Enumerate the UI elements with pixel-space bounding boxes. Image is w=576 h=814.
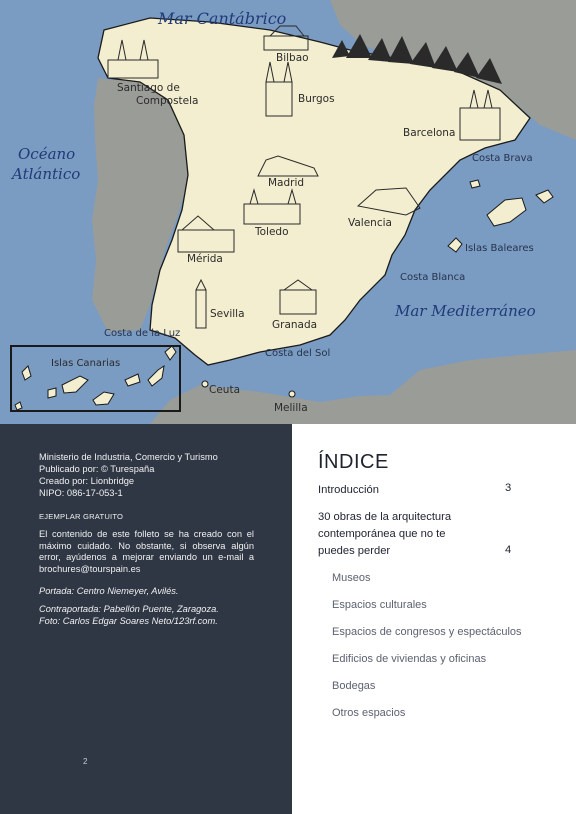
credits-photo: Foto: Carlos Edgar Soares Neto/123rf.com. — [39, 616, 218, 626]
page-number: 2 — [83, 757, 88, 766]
toc-panel — [292, 424, 576, 814]
toc-sub-museos[interactable]: Museos — [332, 572, 371, 584]
credits-back-cover: Contraportada: Pabellón Puente, Zaragoza. — [39, 604, 219, 614]
city-burgos: Burgos — [298, 93, 335, 105]
city-valencia: Valencia — [348, 217, 392, 229]
credits-cover: Portada: Centro Niemeyer, Avilés. — [39, 586, 179, 596]
city-madrid: Madrid — [268, 177, 305, 189]
coast-costa-luz: Costa de la Luz — [104, 328, 181, 339]
city-bilbao: Bilbao — [276, 52, 309, 64]
city-santiago-2: Compostela — [136, 95, 199, 107]
credits-free-copy: EJEMPLAR GRATUITO — [39, 512, 124, 521]
toc-sub-viviendas[interactable]: Edificios de viviendas y oficinas — [332, 653, 487, 665]
coast-islas-baleares: Islas Baleares — [465, 243, 534, 254]
credits-created: Creado por: Lionbridge — [39, 476, 135, 486]
credits-published: Publicado por: © Turespaña — [39, 464, 155, 474]
toc-title: ÍNDICE — [318, 451, 389, 473]
sea-label-atlantico-2: Atlántico — [12, 165, 81, 183]
toc-page-30-obras: 4 — [505, 544, 512, 556]
city-barcelona: Barcelona — [403, 127, 456, 139]
credits-nipo: NIPO: 086-17-053-1 — [39, 488, 123, 498]
toc-sub-congresos[interactable]: Espacios de congresos y espectáculos — [332, 626, 522, 638]
sea-label-atlantico-1: Océano — [18, 145, 76, 163]
canarias-label: Islas Canarias — [51, 358, 121, 369]
toc-page-introduccion: 3 — [505, 482, 512, 494]
city-merida: Mérida — [187, 253, 223, 265]
credits-disclaimer: El contenido de este folleto se ha creado con el máximo cuidado. No obstante, si observa algún error, ayúdenos a mejorar enviando un e-mail a brochures@tourspain.es — [39, 529, 254, 574]
toc-entry-introduccion[interactable]: Introducción — [318, 484, 379, 496]
coast-costa-blanca: Costa Blanca — [400, 272, 466, 283]
sea-label-mediterraneo: Mar Mediterráneo — [395, 302, 536, 320]
city-granada: Granada — [272, 319, 318, 331]
credits-ministry: Ministerio de Industria, Comercio y Turismo — [39, 452, 218, 462]
credits-panel — [0, 424, 292, 814]
city-santiago-1: Santiago de — [117, 82, 180, 94]
city-melilla: Melilla — [274, 402, 308, 414]
toc-sub-espacios-culturales[interactable]: Espacios culturales — [332, 599, 427, 611]
toc-sub-otros[interactable]: Otros espacios — [332, 707, 406, 719]
city-toledo: Toledo — [255, 226, 289, 238]
city-sevilla: Sevilla — [210, 308, 245, 320]
coast-costa-sol: Costa del Sol — [265, 348, 331, 359]
sea-label-cantabrico: Mar Cantábrico — [158, 9, 287, 28]
canarias-inset — [10, 345, 181, 412]
city-ceuta: Ceuta — [209, 384, 240, 396]
toc-sub-bodegas[interactable]: Bodegas — [332, 680, 376, 692]
toc-entry-30-obras[interactable]: 30 obras de la arquitectura contemporánea que no te puedes perder — [318, 511, 452, 557]
coast-costa-brava: Costa Brava — [472, 153, 533, 164]
